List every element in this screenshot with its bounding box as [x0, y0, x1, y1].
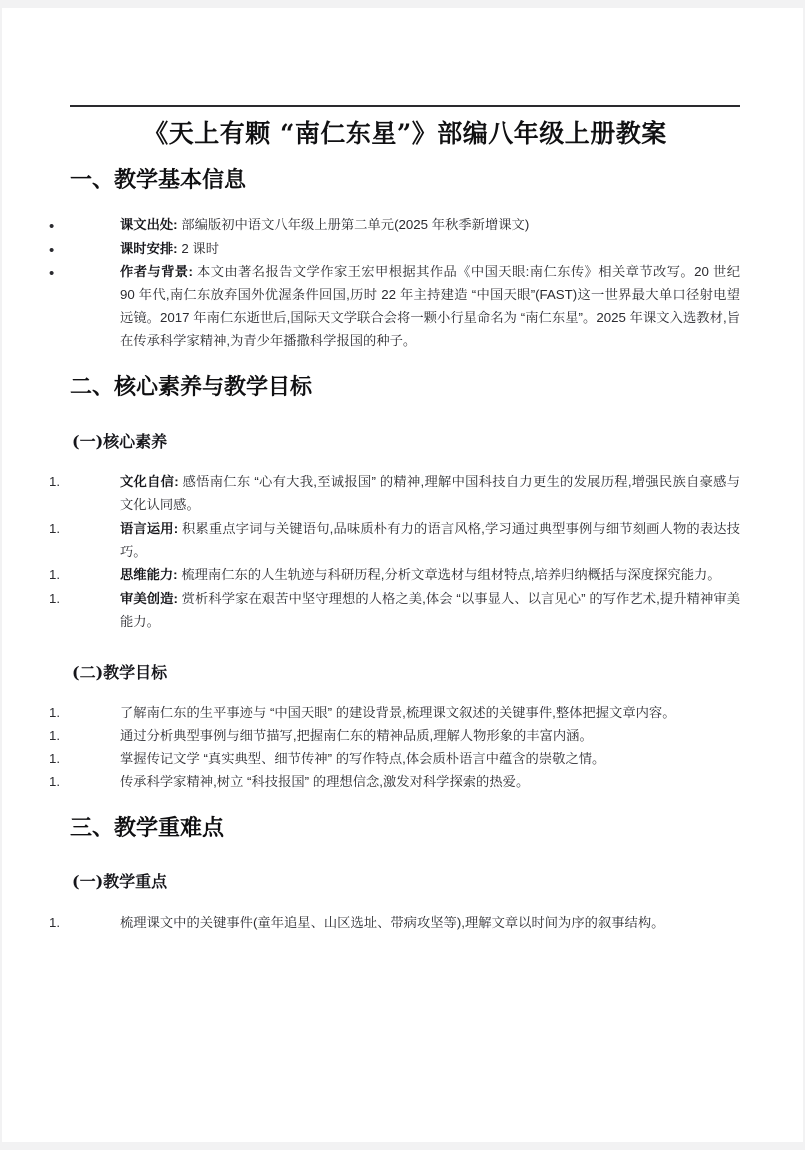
list-item-text: 了解南仁东的生平事迹与 “中国天眼” 的建设背景,梳理课文叙述的关键事件,整体把握文章内容。 — [120, 705, 676, 721]
list-item-label: 思维能力: — [120, 567, 178, 583]
bullet-list — [49, 214, 740, 353]
bullet-marker: • — [49, 217, 55, 235]
section — [49, 814, 740, 935]
number-marker: 1. — [49, 591, 61, 607]
list-item-text: 感悟南仁东 “心有大我,至诚报国” 的精神,理解中国科技自力更生的发展历程,增强民族自豪感与文化认同感。 — [120, 473, 740, 512]
list-item — [49, 748, 740, 771]
list-item-text: 本文由著名报告文学作家王宏甲根据其作品《中国天眼:南仁东传》相关章节改写。20 世纪 90 年代,南仁东放弃国外优渥条件回国,历时 22 年主持建造 “中国天眼”(FAST)这一世界最大单口径射电望远镜。2017 年南仁东逝世后,国际天文学联合会将一颗小行星命名为 “南仁东星”。2025 年课文入选教材,旨在传承科学家精神,为青少年播撒科学报国的种子。 — [120, 264, 740, 348]
subsection-heading: (二)教学目标 — [72, 662, 168, 682]
section — [49, 373, 740, 794]
document-body — [49, 166, 740, 935]
subsection — [70, 431, 740, 453]
list-item-label: 文化自信: — [120, 473, 179, 489]
list-item — [49, 518, 740, 564]
list-item-text: 赏析科学家在艰苦中坚守理想的人格之美,体会 “以事显人、以言见心” 的写作艺术,提升精神审美能力。 — [120, 591, 740, 630]
subsection — [70, 662, 740, 684]
subsection-heading: (一)核心素养 — [72, 431, 168, 451]
list-item — [49, 725, 740, 748]
number-marker: 1. — [49, 567, 61, 583]
number-marker: 1. — [49, 520, 61, 536]
document-page — [2, 8, 803, 1142]
number-marker: 1. — [49, 705, 61, 721]
list-item — [49, 261, 740, 352]
number-marker: 1. — [49, 773, 61, 789]
list-item-label: 语言运用: — [120, 520, 179, 536]
title-divider — [70, 105, 740, 107]
list-item-label: 审美创造: — [120, 591, 178, 607]
list-item-label: 课时安排: — [120, 240, 178, 256]
subsection-heading: (一)教学重点 — [72, 872, 168, 892]
list-item — [49, 771, 740, 794]
bullet-marker: • — [49, 265, 55, 283]
list-item — [49, 564, 740, 587]
bullet-marker: • — [49, 241, 55, 259]
list-item-label: 课文出处: — [120, 216, 178, 232]
section-heading: 二、核心素养与教学目标 — [70, 373, 313, 400]
list-item — [49, 588, 740, 634]
list-item — [49, 471, 740, 517]
section-heading: 三、教学重难点 — [70, 814, 225, 841]
numbered-list — [49, 471, 740, 634]
number-marker: 1. — [49, 751, 61, 767]
list-item — [49, 702, 740, 725]
list-item-label: 作者与背景: — [120, 264, 193, 280]
page-title: 《天上有颗 “南仁东星”》部编八年级上册教案 — [143, 119, 667, 148]
list-item-text: 梳理南仁东的人生轨迹与科研历程,分析文章选材与组材特点,培养归纳概括与深度探究能力。 — [177, 567, 721, 583]
list-item-text: 掌握传记文学 “真实典型、细节传神” 的写作特点,体会质朴语言中蕴含的崇敬之情。 — [120, 751, 606, 767]
number-marker: 1. — [49, 473, 61, 489]
list-item-text: 传承科学家精神,树立 “科技报国” 的理想信念,激发对科学探索的热爱。 — [120, 773, 530, 789]
list-item-text: 部编版初中语文八年级上册第二单元(2025 年秋季新增课文) — [177, 216, 530, 232]
number-marker: 1. — [49, 728, 61, 744]
subsection — [70, 871, 740, 893]
section — [49, 166, 740, 353]
list-item-text: 通过分析典型事例与细节描写,把握南仁东的精神品质,理解人物形象的丰富内涵。 — [120, 728, 593, 744]
list-item-text: 梳理课文中的关键事件(童年追星、山区选址、带病攻坚等),理解文章以时间为序的叙事结构。 — [120, 914, 665, 930]
numbered-list — [49, 702, 740, 793]
list-item — [49, 912, 740, 935]
list-item — [49, 238, 740, 261]
list-item — [49, 214, 740, 237]
numbered-list — [49, 912, 740, 935]
number-marker: 1. — [49, 914, 61, 930]
section-heading: 一、教学基本信息 — [70, 167, 247, 193]
list-item-text: 2 课时 — [177, 240, 220, 256]
list-item-text: 积累重点字词与关键语句,品味质朴有力的语言风格,学习通过典型事例与细节刻画人物的表达技巧。 — [120, 520, 740, 559]
